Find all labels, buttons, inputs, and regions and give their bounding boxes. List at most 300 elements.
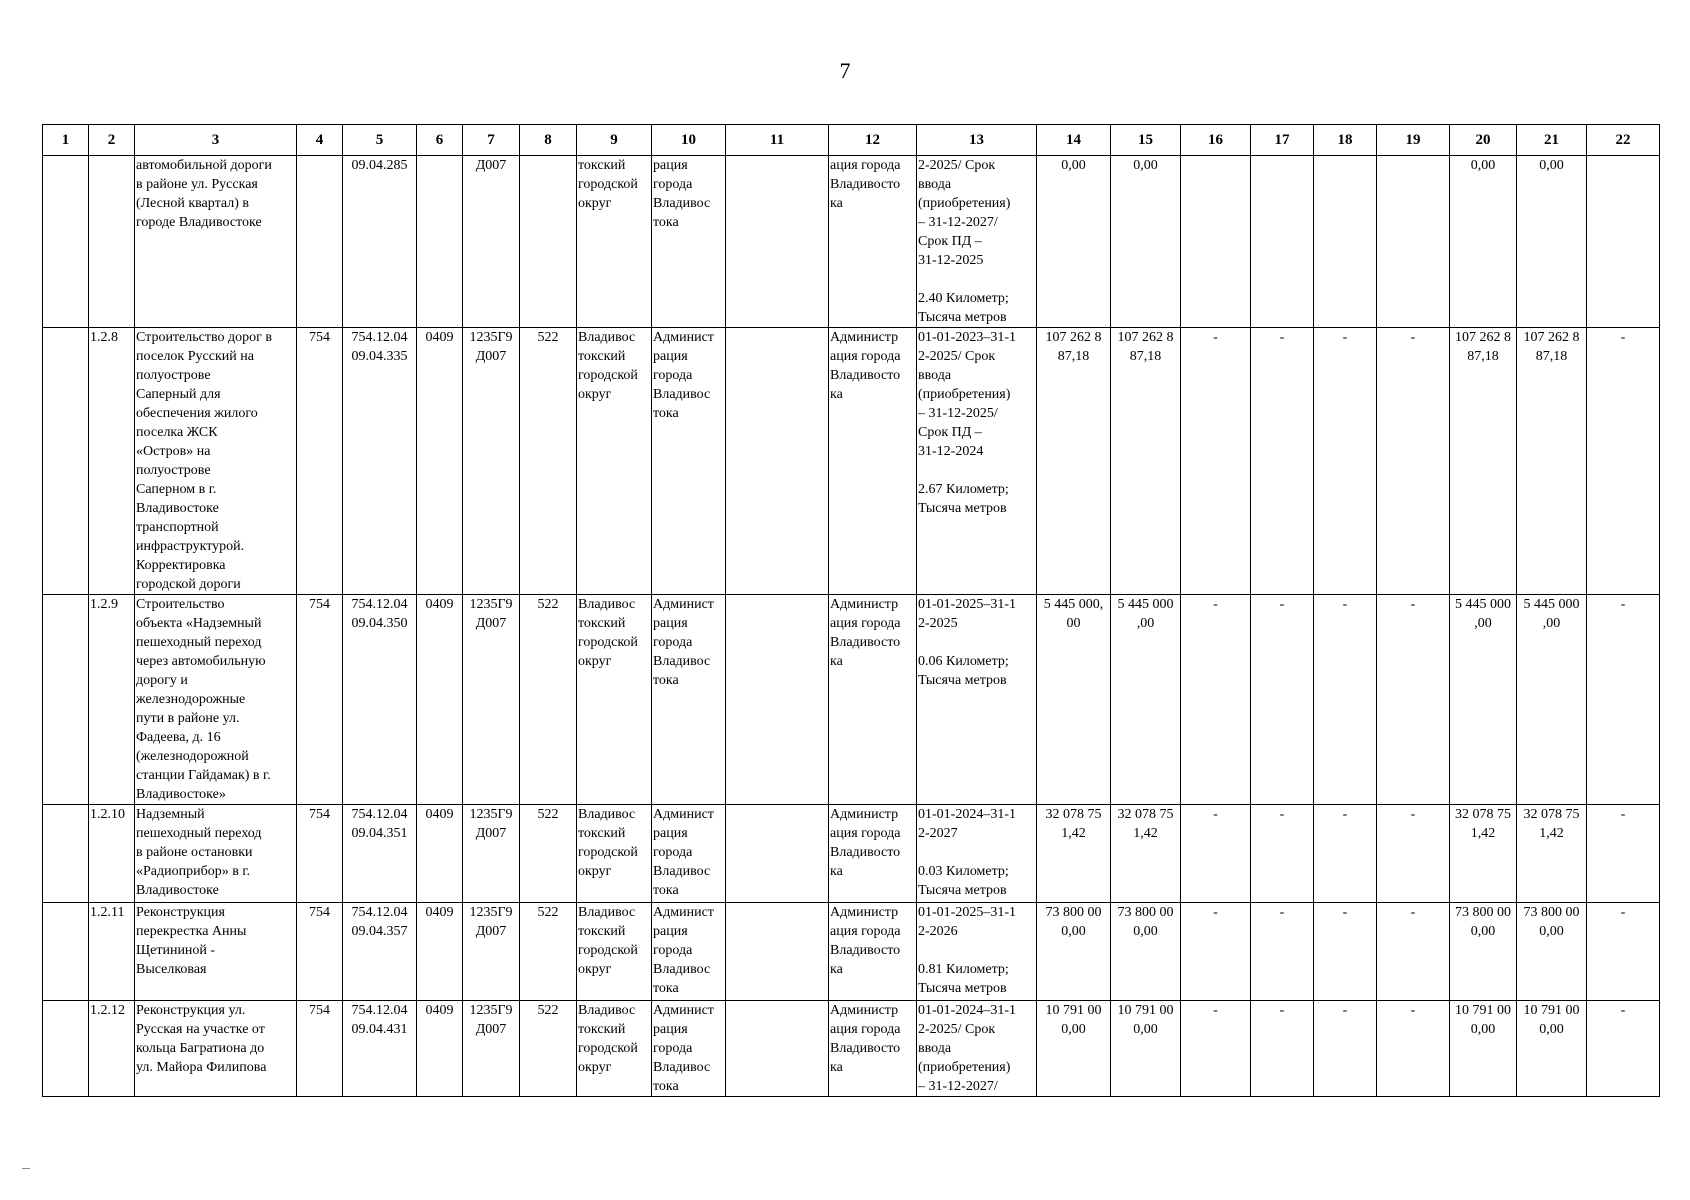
cell-col-11 <box>726 328 829 595</box>
cell-line: 01-01-2023–31-1 <box>918 330 1016 345</box>
cell-line: Администр <box>830 1003 899 1018</box>
column-header-3: 3 <box>135 125 297 156</box>
cell-line: Владивос <box>653 1060 711 1075</box>
cell-col-1 <box>43 156 89 328</box>
cell-col-7 <box>463 1001 520 1097</box>
cell-line: 01-01-2025–31-1 <box>918 905 1016 920</box>
cell-col-5 <box>343 903 417 1001</box>
cell-line: Владивос <box>653 387 711 402</box>
cell-line: города <box>653 368 693 383</box>
cell-line: 0,00 <box>1061 924 1086 939</box>
cell-line: Администр <box>830 330 899 345</box>
table-row <box>43 156 1660 328</box>
cell-line: 0,00 <box>1470 1022 1496 1037</box>
cell-line: Админист <box>653 597 714 612</box>
scan-mark <box>22 1168 30 1169</box>
cell-line: Администр <box>830 905 899 920</box>
cell-col-21 <box>1517 805 1587 903</box>
cell-line: токский <box>578 616 626 631</box>
cell-line: Русская на участке от <box>136 1022 265 1037</box>
cell-line: поселок Русский на <box>136 349 254 364</box>
cell-line: перекрестка Анны <box>136 924 247 939</box>
page-number: 7 <box>839 58 851 83</box>
cell-line: 09.04.350 <box>351 616 408 631</box>
cell-col-8: 522 <box>520 903 577 1001</box>
column-header-10: 10 <box>652 125 726 156</box>
column-header-20: 20 <box>1450 125 1517 156</box>
cell-col-11 <box>726 1001 829 1097</box>
cell-line: поселка ЖСК <box>136 425 218 440</box>
cell-line: тока <box>653 215 679 230</box>
cell-line: городской <box>578 635 638 650</box>
cell-line: 00 <box>1066 616 1081 631</box>
cell-line: токский <box>578 924 626 939</box>
cell-line: города <box>653 845 693 860</box>
cell-col-8: 522 <box>520 595 577 805</box>
cell-col-19: - <box>1377 903 1450 1001</box>
cell-col-14 <box>1037 156 1111 328</box>
cell-col-7 <box>463 805 520 903</box>
cell-col-13 <box>917 595 1037 805</box>
cell-col-16 <box>1181 156 1251 328</box>
table-row <box>43 328 1660 595</box>
cell-col-7 <box>463 903 520 1001</box>
cell-line: 32 078 75 <box>1117 807 1174 822</box>
cell-col-18: - <box>1314 903 1377 1001</box>
cell-col-16: - <box>1181 328 1251 595</box>
line-gap <box>918 843 1035 862</box>
cell-col-7 <box>463 595 520 805</box>
cell-line: 73 800 00 <box>1455 905 1511 920</box>
cell-line: 2-2025/ Срок <box>918 158 996 173</box>
cell-line: – 31-12-2025/ <box>918 406 998 421</box>
cell-col-15 <box>1111 805 1181 903</box>
cell-col-4: 754 <box>297 1001 343 1097</box>
table-row <box>43 805 1660 903</box>
cell-col-14 <box>1037 903 1111 1001</box>
cell-line: 32 078 75 <box>1045 807 1102 822</box>
cell-line: 0,00 <box>1061 158 1086 173</box>
line-gap <box>918 461 1035 480</box>
cell-col-8 <box>520 156 577 328</box>
cell-line: тока <box>653 883 679 898</box>
cell-col-16: - <box>1181 805 1251 903</box>
table-row <box>43 903 1660 1001</box>
cell-line: округ <box>578 387 612 402</box>
cell-col-2: 1.2.11 <box>89 903 135 1001</box>
cell-col-22: - <box>1587 805 1660 903</box>
cell-line: ул. Майора Филипова <box>136 1060 267 1075</box>
cell-line: городской <box>578 943 638 958</box>
cell-line: Владивос <box>653 864 711 879</box>
cell-line: Администр <box>830 807 899 822</box>
cell-line: 73 800 00 <box>1117 905 1174 920</box>
column-header-7: 7 <box>463 125 520 156</box>
cell-line: Д007 <box>475 349 507 364</box>
cell-col-17: - <box>1251 903 1314 1001</box>
cell-line: рация <box>653 158 688 173</box>
cell-col-12 <box>829 1001 917 1097</box>
cell-col-21 <box>1517 328 1587 595</box>
cell-line: (Лесной квартал) в <box>136 196 249 211</box>
cell-line: Владивос <box>578 807 636 822</box>
cell-line: городской <box>578 845 638 860</box>
cell-line: – 31-12-2027/ <box>918 1079 998 1094</box>
cell-col-6: 0409 <box>417 328 463 595</box>
cell-col-15 <box>1111 595 1181 805</box>
cell-line: городской <box>578 368 638 383</box>
cell-line: городской <box>578 1041 638 1056</box>
cell-line: 107 262 8 <box>1523 330 1580 345</box>
cell-line: Тысяча метров <box>918 981 1007 996</box>
cell-line: дорогу и <box>136 673 188 688</box>
budget-table <box>42 124 1660 1097</box>
cell-line: 0,00 <box>1470 924 1496 939</box>
cell-col-20 <box>1450 595 1517 805</box>
cell-col-1 <box>43 805 89 903</box>
cell-line: ,00 <box>1542 616 1561 631</box>
cell-col-13 <box>917 805 1037 903</box>
cell-col-15 <box>1111 903 1181 1001</box>
cell-line: Выселковая <box>136 962 207 977</box>
cell-line: Д007 <box>475 616 507 631</box>
cell-col-11 <box>726 595 829 805</box>
cell-line: округ <box>578 962 612 977</box>
cell-line: (приобретения) <box>918 1060 1011 1075</box>
cell-line: Д007 <box>475 1022 507 1037</box>
cell-col-20 <box>1450 805 1517 903</box>
cell-line: токский <box>578 1022 626 1037</box>
cell-line: Тысяча метров <box>918 883 1007 898</box>
cell-line: 0,00 <box>1539 1022 1564 1037</box>
cell-line: 73 800 00 <box>1045 905 1102 920</box>
cell-col-2: 1.2.10 <box>89 805 135 903</box>
cell-line: 0,00 <box>1061 1022 1086 1037</box>
cell-line: тока <box>653 1079 679 1094</box>
cell-col-1 <box>43 595 89 805</box>
cell-line: округ <box>578 654 612 669</box>
cell-col-2: 1.2.12 <box>89 1001 135 1097</box>
cell-col-12 <box>829 595 917 805</box>
column-header-22: 22 <box>1587 125 1660 156</box>
cell-line: Владивостоке <box>136 883 219 898</box>
cell-line: пешеходный переход <box>136 826 262 841</box>
cell-col-11 <box>726 805 829 903</box>
cell-line: Владивос <box>653 962 711 977</box>
cell-line: 31-12-2025 <box>918 253 984 268</box>
cell-line: Корректировка <box>136 558 226 573</box>
cell-line: Строительство <box>136 597 225 612</box>
cell-col-13 <box>917 1001 1037 1097</box>
cell-col-14 <box>1037 328 1111 595</box>
cell-line: ация города <box>830 349 901 364</box>
cell-col-1 <box>43 328 89 595</box>
cell-line: Тысяча метров <box>918 310 1007 325</box>
cell-col-2: 1.2.8 <box>89 328 135 595</box>
cell-line: Д007 <box>475 924 507 939</box>
cell-line: 31-12-2024 <box>918 444 984 459</box>
cell-line: 0,00 <box>1133 924 1158 939</box>
cell-line: 0.06 Километр; <box>918 654 1009 669</box>
cell-line: 09.04.335 <box>351 349 408 364</box>
column-header-11: 11 <box>726 125 829 156</box>
cell-col-5 <box>343 156 417 328</box>
table-row <box>43 595 1660 805</box>
cell-col-19: - <box>1377 1001 1450 1097</box>
cell-line: ка <box>830 1060 843 1075</box>
cell-col-17: - <box>1251 328 1314 595</box>
cell-line: 1,42 <box>1539 826 1564 841</box>
cell-col-9 <box>577 595 652 805</box>
cell-line: ация города <box>830 924 901 939</box>
cell-line: Владивос <box>578 905 636 920</box>
cell-line: ация города <box>830 158 901 173</box>
cell-line: рация <box>653 1022 688 1037</box>
cell-line: Владивосто <box>830 177 901 192</box>
cell-line: округ <box>578 1060 612 1075</box>
cell-line: 0,00 <box>1470 158 1496 173</box>
cell-col-10 <box>652 805 726 903</box>
cell-col-13 <box>917 903 1037 1001</box>
cell-col-5 <box>343 328 417 595</box>
cell-line: городской <box>578 177 638 192</box>
column-header-19: 19 <box>1377 125 1450 156</box>
cell-col-15 <box>1111 1001 1181 1097</box>
cell-line: 5 445 000 <box>1523 597 1580 612</box>
cell-line: ка <box>830 654 843 669</box>
cell-col-4 <box>297 156 343 328</box>
cell-line: ввода <box>918 1041 952 1056</box>
cell-line: станции Гайдамак) в г. <box>136 768 271 783</box>
cell-col-15 <box>1111 156 1181 328</box>
cell-line: Надземный <box>136 807 205 822</box>
cell-line: Владивосто <box>830 368 901 383</box>
cell-col-20 <box>1450 903 1517 1001</box>
cell-col-3 <box>135 328 297 595</box>
cell-line: ввода <box>918 177 952 192</box>
cell-col-22: - <box>1587 328 1660 595</box>
cell-line: полуострове <box>136 463 211 478</box>
cell-col-18: - <box>1314 805 1377 903</box>
cell-line: (железнодорожной <box>136 749 249 764</box>
cell-col-11 <box>726 903 829 1001</box>
cell-col-6: 0409 <box>417 1001 463 1097</box>
cell-col-16: - <box>1181 1001 1251 1097</box>
cell-col-8: 522 <box>520 805 577 903</box>
cell-col-16: - <box>1181 903 1251 1001</box>
cell-line: Д007 <box>475 158 507 173</box>
cell-line: автомобильной дороги <box>136 158 272 173</box>
cell-line: 2-2025/ Срок <box>918 1022 996 1037</box>
cell-line: 32 078 75 <box>1523 807 1580 822</box>
cell-line: 1235Г9 <box>469 330 513 345</box>
cell-line: 87,18 <box>1057 349 1090 364</box>
cell-col-21 <box>1517 595 1587 805</box>
cell-col-18: - <box>1314 1001 1377 1097</box>
cell-col-12 <box>829 328 917 595</box>
cell-col-5 <box>343 1001 417 1097</box>
line-gap <box>918 633 1035 652</box>
cell-line: 0.03 Километр; <box>918 864 1009 879</box>
header-row <box>43 125 1660 156</box>
cell-col-12 <box>829 903 917 1001</box>
cell-line: транспортной <box>136 520 219 535</box>
cell-col-3 <box>135 156 297 328</box>
cell-col-17 <box>1251 156 1314 328</box>
cell-col-18 <box>1314 156 1377 328</box>
cell-col-20 <box>1450 156 1517 328</box>
cell-col-6: 0409 <box>417 903 463 1001</box>
cell-line: ация города <box>830 1022 901 1037</box>
cell-col-3 <box>135 903 297 1001</box>
cell-line: Владивос <box>578 330 636 345</box>
cell-line: Тысяча метров <box>918 673 1007 688</box>
cell-col-9 <box>577 156 652 328</box>
cell-col-3 <box>135 1001 297 1097</box>
cell-line: Администр <box>830 597 899 612</box>
cell-line: 754.12.04 <box>351 905 408 920</box>
cell-col-21 <box>1517 1001 1587 1097</box>
cell-line: 754.12.04 <box>351 597 408 612</box>
cell-line: Щетининой - <box>136 943 216 958</box>
cell-line: Владивос <box>578 1003 636 1018</box>
cell-col-13 <box>917 328 1037 595</box>
cell-line: Владивос <box>653 196 711 211</box>
cell-line: 2-2025/ Срок <box>918 349 996 364</box>
cell-col-5 <box>343 595 417 805</box>
cell-line: 87,18 <box>1129 349 1162 364</box>
cell-line: инфраструктурой. <box>136 539 245 554</box>
cell-line: ка <box>830 864 843 879</box>
cell-col-17: - <box>1251 805 1314 903</box>
cell-line: города <box>653 943 693 958</box>
cell-line: 2.67 Километр; <box>918 482 1009 497</box>
cell-line: 87,18 <box>1467 349 1499 364</box>
cell-line: 10 791 00 <box>1523 1003 1580 1018</box>
cell-line: 2-2026 <box>918 924 958 939</box>
cell-line: 0,00 <box>1133 158 1158 173</box>
cell-col-22: - <box>1587 903 1660 1001</box>
cell-line: токский <box>578 158 626 173</box>
table-row <box>43 1001 1660 1097</box>
cell-line: Саперный для <box>136 387 221 402</box>
cell-line: (приобретения) <box>918 387 1011 402</box>
cell-line: 754.12.04 <box>351 1003 408 1018</box>
column-header-8: 8 <box>520 125 577 156</box>
cell-line: 10 791 00 <box>1117 1003 1174 1018</box>
cell-line: Админист <box>653 905 714 920</box>
cell-line: рация <box>653 924 688 939</box>
cell-col-4: 754 <box>297 328 343 595</box>
cell-line: токский <box>578 826 626 841</box>
cell-col-10 <box>652 1001 726 1097</box>
cell-col-17: - <box>1251 1001 1314 1097</box>
cell-line: 73 800 00 <box>1523 905 1580 920</box>
cell-col-4: 754 <box>297 595 343 805</box>
cell-line: объекта «Надземный <box>136 616 262 631</box>
cell-line: 5 445 000 <box>1117 597 1174 612</box>
cell-col-8: 522 <box>520 328 577 595</box>
cell-line: 5 445 000 <box>1455 597 1511 612</box>
cell-line: 10 791 00 <box>1045 1003 1102 1018</box>
column-header-18: 18 <box>1314 125 1377 156</box>
cell-col-21 <box>1517 156 1587 328</box>
cell-col-13 <box>917 156 1037 328</box>
cell-col-4: 754 <box>297 903 343 1001</box>
cell-line: 1235Г9 <box>469 905 513 920</box>
cell-line: ка <box>830 387 843 402</box>
cell-line: округ <box>578 864 612 879</box>
cell-col-22 <box>1587 156 1660 328</box>
cell-col-10 <box>652 156 726 328</box>
cell-col-11 <box>726 156 829 328</box>
cell-line: 0,00 <box>1133 1022 1158 1037</box>
cell-line: (приобретения) <box>918 196 1011 211</box>
cell-line: Владивостоке <box>136 501 219 516</box>
cell-line: ка <box>830 196 843 211</box>
column-header-16: 16 <box>1181 125 1251 156</box>
column-header-17: 17 <box>1251 125 1314 156</box>
cell-line: тока <box>653 673 679 688</box>
column-header-13: 13 <box>917 125 1037 156</box>
cell-col-9 <box>577 805 652 903</box>
cell-col-9 <box>577 1001 652 1097</box>
cell-line: рация <box>653 616 688 631</box>
cell-line: Владивосто <box>830 635 901 650</box>
cell-col-12 <box>829 805 917 903</box>
cell-line: полуострове <box>136 368 211 383</box>
cell-col-1 <box>43 1001 89 1097</box>
cell-col-10 <box>652 595 726 805</box>
cell-line: Владивосто <box>830 1041 901 1056</box>
cell-line: ввода <box>918 368 952 383</box>
column-header-5: 5 <box>343 125 417 156</box>
line-gap <box>918 941 1035 960</box>
cell-col-7 <box>463 156 520 328</box>
cell-col-2: 1.2.9 <box>89 595 135 805</box>
cell-col-5 <box>343 805 417 903</box>
cell-line: Владивосто <box>830 845 901 860</box>
cell-col-22: - <box>1587 595 1660 805</box>
cell-col-12 <box>829 156 917 328</box>
cell-line: Владивостоке» <box>136 787 226 802</box>
column-header-4: 4 <box>297 125 343 156</box>
cell-col-3 <box>135 595 297 805</box>
cell-line: «Остров» на <box>136 444 211 459</box>
cell-line: Фадеева, д. 16 <box>136 730 221 745</box>
cell-line: железнодорожные <box>136 692 246 707</box>
cell-line: 10 791 00 <box>1455 1003 1511 1018</box>
column-header-14: 14 <box>1037 125 1111 156</box>
cell-line: 2.40 Километр; <box>918 291 1009 306</box>
cell-col-15 <box>1111 328 1181 595</box>
cell-line: через автомобильную <box>136 654 266 669</box>
cell-col-14 <box>1037 595 1111 805</box>
cell-line: города <box>653 635 693 650</box>
cell-line: кольца Багратиона до <box>136 1041 265 1056</box>
cell-col-16: - <box>1181 595 1251 805</box>
cell-line: тока <box>653 406 679 421</box>
cell-col-2 <box>89 156 135 328</box>
cell-col-4: 754 <box>297 805 343 903</box>
cell-line: Админист <box>653 807 714 822</box>
cell-line: 1235Г9 <box>469 597 513 612</box>
cell-col-19: - <box>1377 595 1450 805</box>
column-header-6: 6 <box>417 125 463 156</box>
cell-line: ,00 <box>1136 616 1155 631</box>
cell-col-6: 0409 <box>417 805 463 903</box>
cell-col-20 <box>1450 1001 1517 1097</box>
